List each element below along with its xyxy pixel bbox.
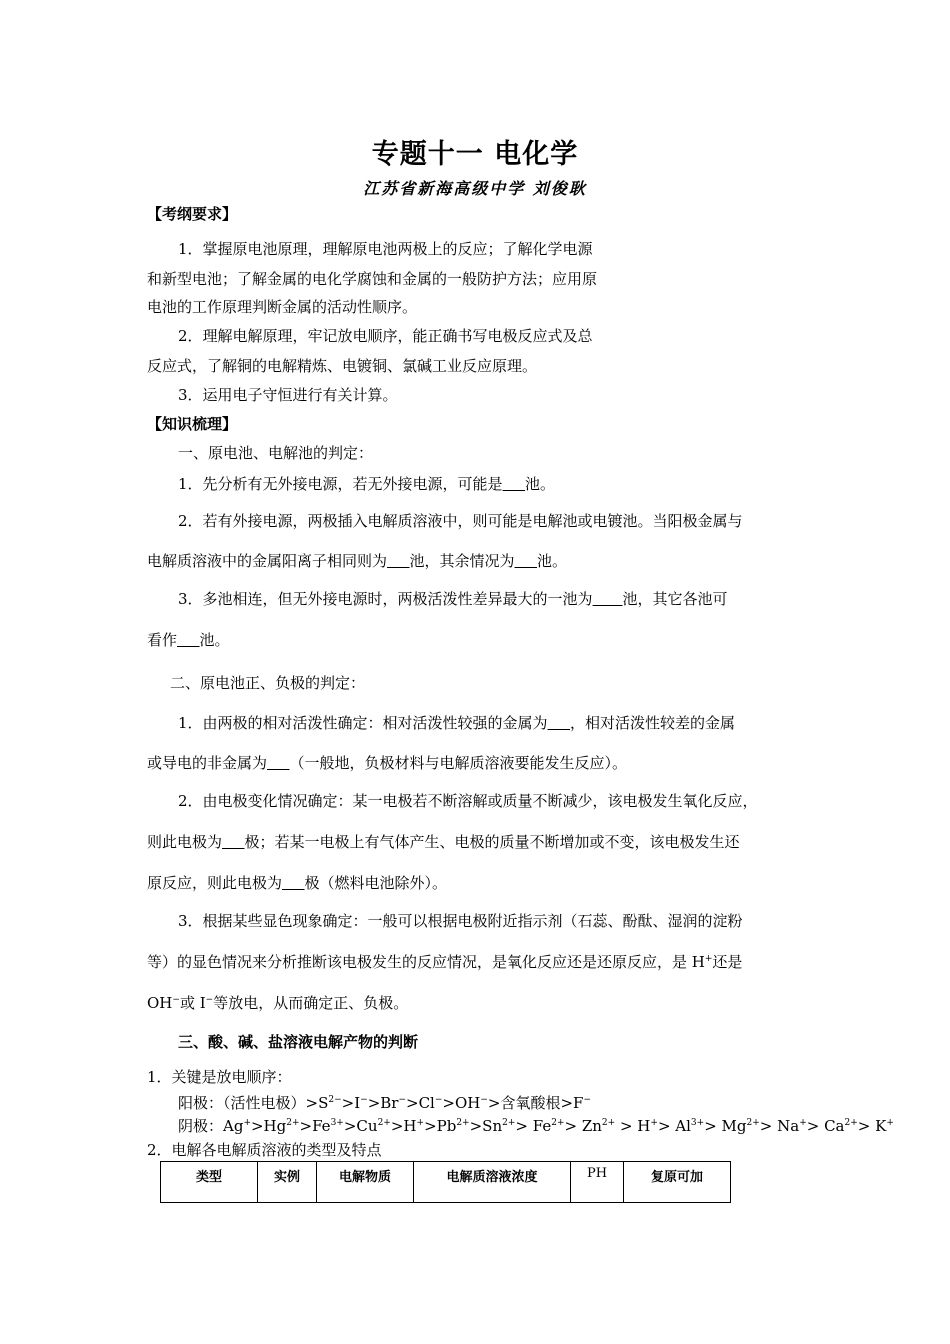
section-title-requirements: 【考纲要求】 [147, 205, 238, 223]
table-header-cell: 实例 [258, 1162, 317, 1203]
req-line: 和新型电池；了解金属的电化学腐蚀和金属的一般防护方法；应用原 [147, 270, 598, 288]
req-line: 反应式，了解铜的电解精炼、电镀铜、氯碱工业反应原理。 [147, 357, 538, 375]
paragraph-line: 1．由两极的相对活泼性确定：相对活泼性较强的金属为 ，相对活泼性较差的金属 [178, 714, 736, 732]
table-row [161, 1162, 731, 1203]
cathode-order: 阴极：$Ag^+>Hg^{2+}>Fe^{3+}>Cu^{2+}>H^+>Pb^{2+}>Sn^{2+}> Fe^{2+}> Zn^{2+} > H^+> Al^{3+}> Mg^{2+}> Na^+> Ca^{2+}> K^+$ [178, 1117, 894, 1135]
part1-heading: 一、原电池、电解池的判定： [178, 444, 374, 462]
section-title-knowledge: 【知识梳理】 [147, 415, 238, 433]
electrolysis-table [160, 1161, 731, 1203]
req-line: 电池的工作原理判断金属的活动性顺序。 [147, 298, 418, 316]
req-line: 1．掌握原电池原理，理解原电池两极上的反应；了解化学电源 [178, 240, 593, 258]
req-line: 3．运用电子守恒进行有关计算。 [178, 386, 398, 404]
paragraph-line: 2．由电极变化情况确定：某一电极若不断溶解或质量不断减少，该电极发生氧化反应， [178, 792, 758, 810]
paragraph-line: 1．关键是放电顺序： [147, 1068, 292, 1086]
paragraph-line: 则此电极为 极；若某一电极上有气体产生、电极的质量不断增加或不变，该电极发生还 [147, 833, 740, 851]
page-title: 专题十一 电化学 [371, 139, 579, 170]
paragraph-line: OH−或 I−等放电，从而确定正、负极。 [147, 994, 409, 1012]
anode-order: 阳极：（活性电极）$>S^{2-}>I^->Br^->Cl^->OH^->$含氧酸根>F− [178, 1094, 591, 1112]
author-line: 江苏省新海高级中学 刘俊耿 [363, 179, 587, 198]
part2-heading: 二、原电池正、负极的判定： [170, 674, 366, 692]
req-line: 2．理解电解原理，牢记放电顺序，能正确书写电极反应式及总 [178, 327, 593, 345]
table-header-cell: 电解物质 [317, 1162, 414, 1203]
table-header-cell: PH [571, 1162, 624, 1203]
part3-heading: 三、酸、碱、盐溶液电解产物的判断 [178, 1033, 419, 1051]
paragraph-line: 电解质溶液中的金属阳离子相同则为 池，其余情况为 池。 [147, 552, 568, 570]
paragraph-line: 1．先分析有无外接电源，若无外接电源，可能是 池。 [178, 475, 556, 493]
table-header-cell: 复原可加 [624, 1162, 731, 1203]
paragraph-line: 3．根据某些显色现象确定：一般可以根据电极附近指示剂（石蕊、酚酞、湿润的淀粉 [178, 912, 743, 930]
paragraph-line: 或导电的非金属为 （一般地，负极材料与电解质溶液要能发生反应）。 [147, 754, 628, 772]
table-header-cell: 电解质溶液浓度 [414, 1162, 571, 1203]
paragraph-line: 等）的显色情况来分析推断该电极发生的反应情况，是氧化反应还是还原反应，是 H+还是 [147, 953, 743, 971]
table-header-cell: 类型 [161, 1162, 258, 1203]
paragraph-line: 原反应，则此电极为 极（燃料电池除外）。 [147, 874, 448, 892]
paragraph-line: 2．若有外接电源，两极插入电解质溶液中，则可能是电解池或电镀池。当阳极金属与 [178, 512, 743, 530]
paragraph-line: 2．电解各电解质溶液的类型及特点 [147, 1141, 382, 1159]
paragraph-line: 看作 池。 [147, 631, 230, 649]
paragraph-line: 3．多池相连，但无外接电源时，两极活泼性差异最大的一池为 池，其它各池可 [178, 590, 728, 608]
